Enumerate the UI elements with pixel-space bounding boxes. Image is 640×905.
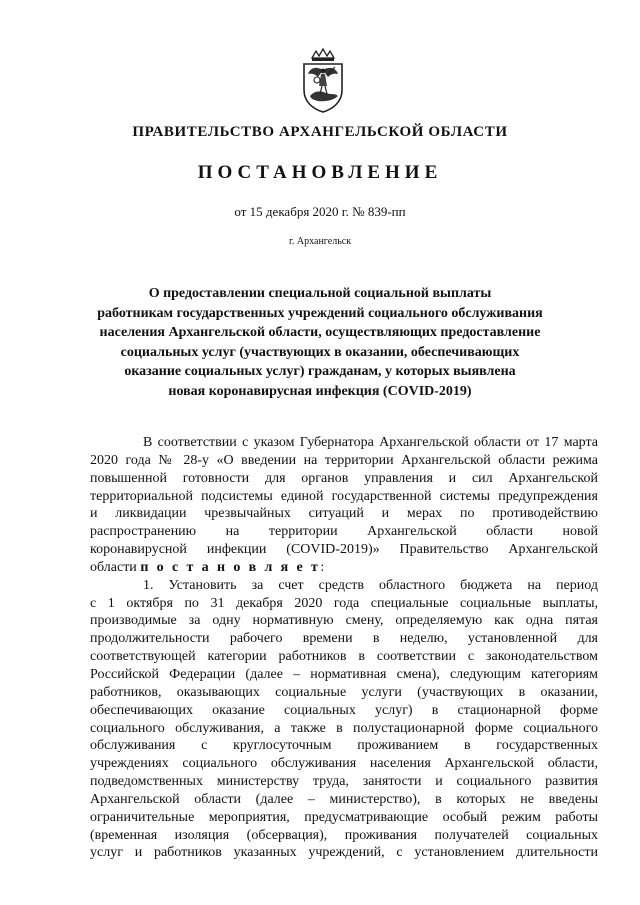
body-line: производимые за одну нормативную смену, определяемую как одна пятая: [90, 613, 598, 629]
document-type-title: ПОСТАНОВЛЕНИЕ: [197, 162, 443, 183]
subject-line: населения Архангельской области, осуществляющих предоставление: [99, 325, 541, 340]
body-line: 1. Установить за счет средств областного бюджета на период: [143, 577, 598, 593]
body-line: ограничительные мероприятия, предусматривающие особый режим работы: [90, 809, 598, 825]
body-line: обслуживания с круглосуточным проживанием в государственных: [90, 738, 598, 754]
document-place: г. Архангельск: [288, 236, 352, 247]
subject-line: О предоставлении специальной социальной выплаты: [148, 286, 492, 301]
body-line: подведомственных министерству труда, занятости и социального развития: [90, 774, 598, 790]
body-line: Российской Федерации (далее – нормативная смена), следующим категориям: [90, 666, 598, 682]
body-line-resolution: [90, 559, 598, 577]
body-line: продолжительности рабочего времени в неделю, установленной для: [90, 631, 598, 647]
body-line: В соответствии с указом Губернатора Архангельской области от 17 марта: [143, 435, 598, 450]
resolution-word: п о с т а н о в л я е т: [140, 559, 321, 575]
resolution-colon: :: [320, 559, 325, 575]
body-line: Архангельской области (далее – министерство), в которых не введены: [90, 791, 598, 807]
document-body: [90, 434, 598, 862]
body-line: учреждениях социального обслуживания населения Архангельской области,: [90, 756, 598, 772]
body-line: социального обслуживания, а также в полустационарной форме социального: [90, 720, 598, 736]
body-line: работников, оказывающих социальные услуги (участвующих в оказании,: [90, 684, 598, 700]
subject-line: работникам государственных учреждений социального обслуживания: [97, 305, 543, 321]
body-line: 2020 года № 28-у «О введении на территории Архангельской области режима: [90, 452, 598, 468]
subject-line: новая коронавирусная инфекция (COVID-2019): [168, 383, 472, 399]
body-line: (временная изоляция (обсервация), проживания получателей социальных: [90, 827, 598, 843]
body-line: соответствующей категории работников в соответствии с законодательством: [90, 649, 598, 665]
subject-line: оказание социальных услуг) гражданам, у которых выявлена: [124, 364, 516, 379]
document-subject: [95, 284, 545, 401]
coat-of-arms-icon: [300, 48, 346, 114]
body-line: услуг и работников указанных учреждений, с установлением длительности: [90, 845, 598, 861]
body-line: территориальной подсистемы единой государственной системы предупреждения: [90, 488, 598, 504]
body-line: распространению на территории Архангельской области новой: [90, 524, 598, 540]
body-line: с 1 октября по 31 декабря 2020 года специальные социальные выплаты,: [90, 595, 598, 611]
body-line-start: области: [90, 559, 137, 575]
body-line: повышенной готовности для органов управления и сил Архангельской: [90, 470, 598, 486]
body-line: и ликвидации чрезвычайных ситуаций и мерах по противодействию: [90, 506, 598, 522]
body-line: коронавирусной инфекции (COVID-2019)» Правительство Архангельской: [90, 542, 598, 558]
government-title: ПРАВИТЕЛЬСТВО АРХАНГЕЛЬСКОЙ ОБЛАСТИ: [132, 124, 508, 140]
document-date-number: от 15 декабря 2020 г. № 839-пп: [234, 204, 406, 219]
subject-line: социальных услуг (участвующих в оказании, обеспечивающих: [120, 344, 520, 360]
body-line: обеспечивающих оказание социальных услуг) в стационарной форме: [90, 702, 598, 718]
